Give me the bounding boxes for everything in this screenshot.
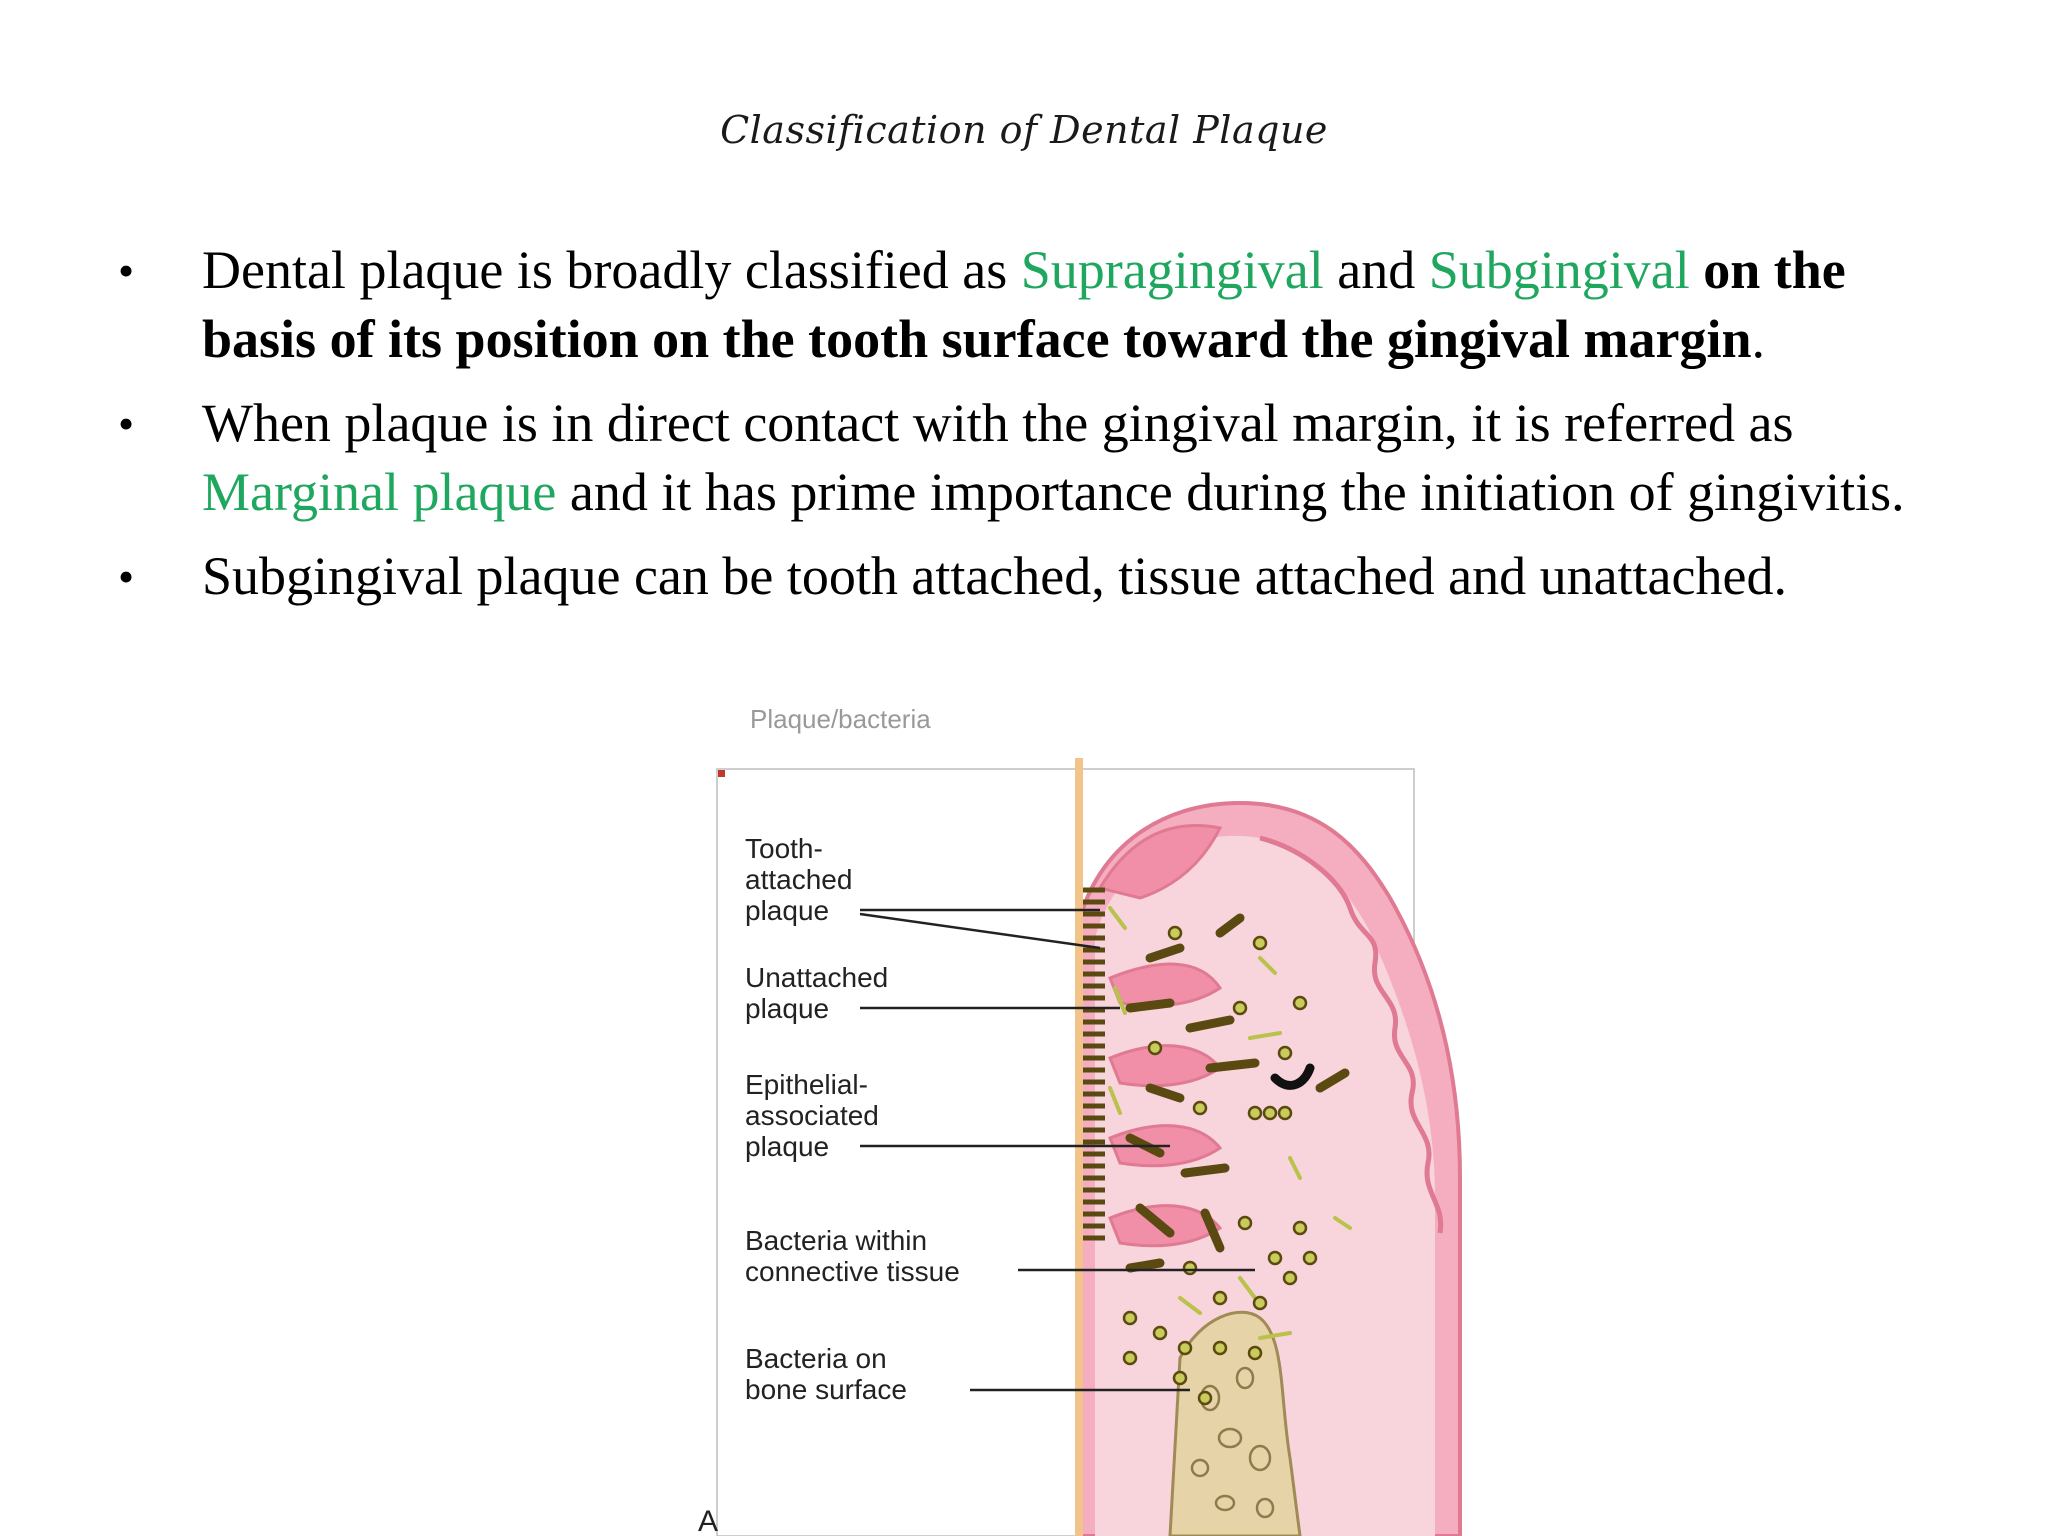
bullet-dot: • [118, 398, 135, 449]
bullet-dot: • [118, 551, 135, 602]
bullet-list [118, 236, 1918, 626]
label-epithelial-associated: Epithelial- associated plaque [745, 1069, 879, 1162]
term-marginal-plaque: Marginal plaque [202, 462, 557, 522]
faint-plaque-bacteria-label: Plaque/bacteria [750, 704, 931, 734]
label-bone-surface: Bacteria on bone surface [745, 1343, 907, 1405]
label-connective-tissue: Bacteria within connective tissue [745, 1225, 960, 1287]
bullet-text: and it has prime importance during the initiation of gingivitis. [556, 462, 1905, 522]
bullet-text: When plaque is in direct contact with the gingival margin, it is referred as [202, 393, 1794, 453]
panel-letter: A [698, 1505, 719, 1536]
label-unattached: Unattached plaque [745, 962, 889, 1024]
bullet-text: Dental plaque is broadly classified as [202, 240, 1021, 300]
bullet-item-classification [118, 236, 1918, 374]
bullet-dot: • [118, 245, 135, 296]
term-subgingival: Subgingival [1428, 240, 1690, 300]
plaque-diagram [698, 704, 1478, 1536]
label-tooth-attached: Tooth- attached plaque [745, 833, 853, 926]
bullet-text: Subgingival plaque can be tooth attached, tissue attached and unattached. [202, 546, 1787, 606]
term-supragingival: Supragingival [1020, 240, 1324, 300]
bullet-item-marginal [118, 389, 1918, 527]
bullet-text: . [1751, 309, 1766, 369]
slide-title: Classification of Dental Plaque [720, 108, 1328, 152]
bullet-text: and [1323, 240, 1429, 300]
figure-tag-icon [718, 770, 725, 777]
bullet-item-subgingival [118, 542, 1918, 611]
bullet-bold-text: on the basis of its position on the tooth surface toward the gingival margin [202, 240, 1846, 369]
